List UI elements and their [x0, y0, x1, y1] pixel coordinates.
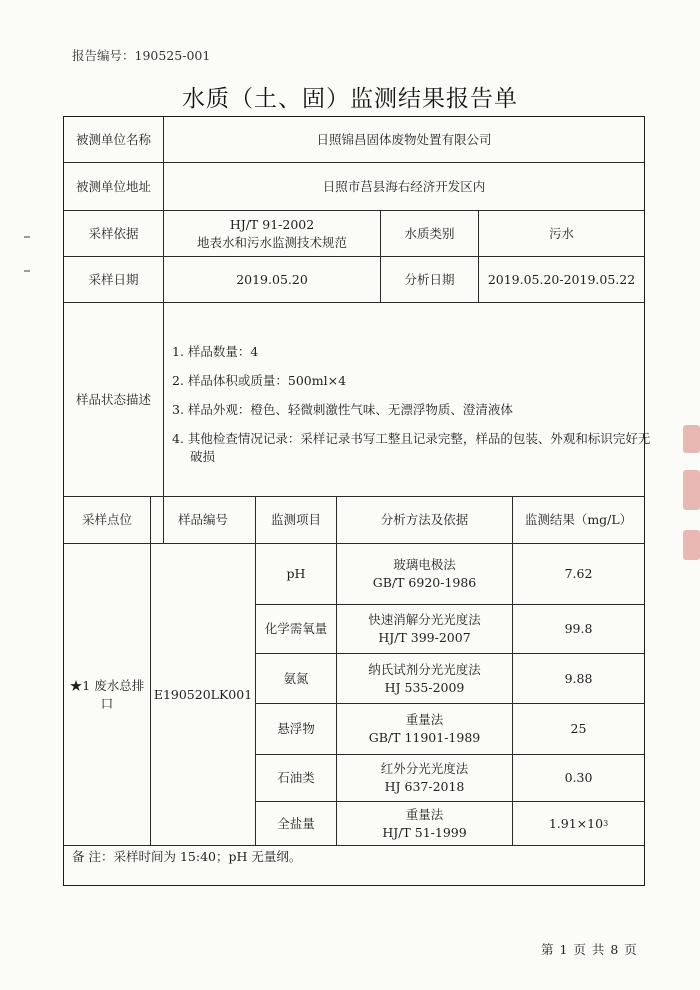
result-cell: 1.91×10 3	[548, 815, 609, 831]
analysis-date-value: 2019.05.20-2019.05.22	[487, 271, 636, 287]
result-cell: 0.30	[564, 770, 593, 785]
method-name: 玻璃电极法	[393, 557, 456, 572]
result-cell: 9.88	[564, 670, 593, 686]
method-name: 快速消解分光光度法	[368, 612, 481, 627]
item-cell: 石油类	[277, 770, 315, 785]
description-line: 2. 样品体积或质量：500ml×4	[172, 373, 347, 388]
sample-date-label: 采样日期	[88, 271, 139, 287]
seal-fragment	[683, 470, 700, 510]
description-line: 1. 样品数量：4	[172, 344, 259, 359]
method-name: 纳氏试剂分光光度法	[368, 661, 481, 677]
result-cell: 25	[570, 721, 587, 736]
method-cell	[337, 654, 512, 703]
method-cell	[337, 605, 512, 653]
seal-fragment	[683, 530, 700, 560]
item-cell: 悬浮物	[277, 721, 315, 736]
method-name: 红外分光光度法	[380, 761, 469, 776]
method-standard: HJ 535-2009	[384, 679, 465, 695]
binding-mark	[24, 270, 30, 272]
item-cell: pH	[286, 566, 306, 581]
remark: 备 注：采样时间为 15:40；pH 无量纲。	[72, 849, 302, 864]
basis-label: 采样依据	[88, 225, 139, 241]
sample-date-value: 2019.05.20	[236, 271, 308, 287]
unit-address-label: 被测单位地址	[75, 178, 151, 194]
page-number: 第 1 页 共 8 页	[541, 942, 638, 957]
method-standard: GB/T 11901-1989	[368, 730, 481, 745]
result-value-base: 1.91×10	[548, 815, 604, 831]
result-cell: 7.62	[564, 566, 593, 581]
method-cell	[337, 544, 512, 604]
sample-description	[172, 337, 651, 467]
unit-address-value: 日照市莒县海右经济开发区内	[322, 178, 486, 194]
analysis-date-label: 分析日期	[404, 271, 455, 287]
water-type-value: 污水	[548, 225, 574, 241]
result-cell: 99.8	[564, 621, 593, 636]
seal-fragment	[683, 425, 700, 453]
header-result: 监测结果（mg/L）	[524, 512, 633, 527]
basis-value	[164, 211, 380, 256]
unit-name-label: 被测单位名称	[75, 131, 151, 147]
unit-name-value: 日照锦昌固体废物处置有限公司	[316, 131, 492, 147]
method-cell	[337, 704, 512, 754]
basis-name: 地表水和污水监测技术规范	[196, 234, 347, 250]
water-type-label: 水质类别	[404, 225, 455, 241]
item-cell: 氨氮	[283, 670, 309, 686]
method-name: 重量法	[405, 806, 444, 822]
header-item: 监测项目	[270, 512, 321, 527]
report-title: 水质（土、固）监测结果报告单	[182, 86, 518, 112]
sample-state-label: 样品状态描述	[75, 391, 151, 407]
header-method: 分析方法及依据	[380, 512, 469, 527]
sample-id: E190520LK001	[153, 686, 253, 702]
basis-code: HJ/T 91-2002	[229, 216, 315, 232]
method-standard: HJ/T 399-2007	[378, 630, 471, 645]
sampling-point: ★1 废水总排口	[69, 677, 145, 711]
method-standard: GB/T 6920-1986	[372, 575, 477, 590]
method-standard: HJ 637-2018	[384, 779, 465, 794]
description-line: 4. 其他检查情况记录：采样记录书写工整且记录完整，样品的包装、外观和标识完好无	[172, 431, 651, 446]
item-cell: 全盐量	[277, 815, 315, 831]
description-line: 3. 样品外观：橙色、轻微刺激性气味、无漂浮物质、澄清液体	[172, 402, 513, 417]
method-standard: HJ/T 51-1999	[382, 824, 467, 840]
description-line-continued: 破损	[190, 449, 216, 464]
method-name: 重量法	[405, 712, 444, 727]
header-sampling-point: 采样点位	[81, 512, 132, 527]
binding-mark	[24, 236, 30, 238]
item-cell: 化学需氧量	[264, 621, 328, 636]
method-cell	[337, 802, 512, 845]
method-cell	[337, 755, 512, 801]
report-number: 报告编号：190525-001	[72, 48, 211, 63]
header-sample-id: 样品编号	[177, 512, 228, 527]
